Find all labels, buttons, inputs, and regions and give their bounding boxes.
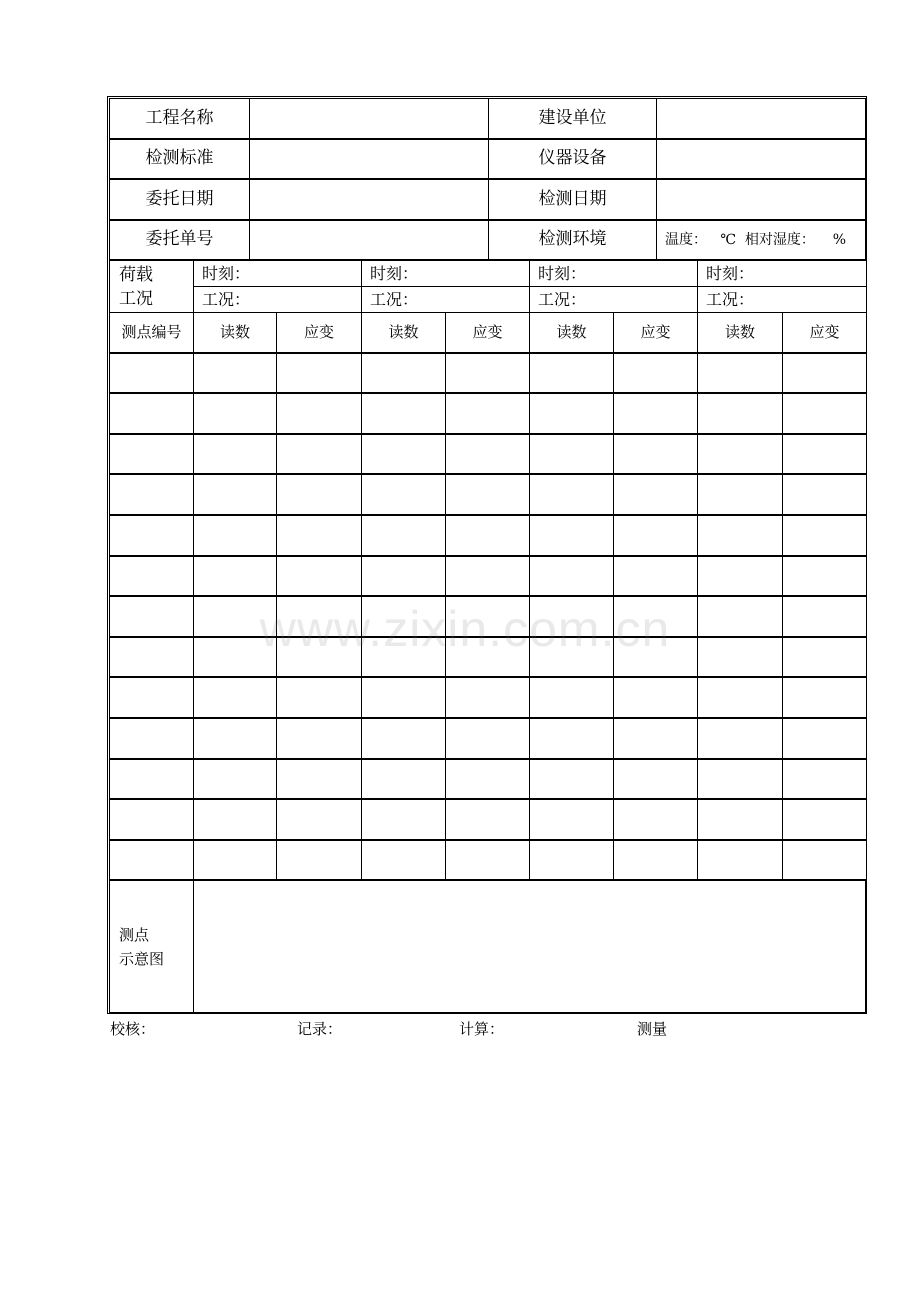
strain-cell[interactable] xyxy=(782,799,867,840)
reading-cell[interactable] xyxy=(529,799,614,840)
reading-cell[interactable] xyxy=(193,840,277,881)
strain-header-0: 应变 xyxy=(276,312,362,353)
strain-cell[interactable] xyxy=(276,637,362,678)
time-field-2[interactable]: 时刻： xyxy=(529,260,698,287)
diagram-label-line2: 示意图 xyxy=(119,949,165,968)
point-number-cell[interactable] xyxy=(109,515,194,556)
strain-cell[interactable] xyxy=(613,353,698,394)
reading-cell[interactable] xyxy=(529,677,614,718)
reading-cell[interactable] xyxy=(697,474,783,515)
reading-cell[interactable] xyxy=(193,515,277,556)
strain-cell[interactable] xyxy=(613,474,698,515)
reading-cell[interactable] xyxy=(529,718,614,759)
reading-cell[interactable] xyxy=(529,353,614,394)
header-value-field-1[interactable] xyxy=(249,139,489,180)
strain-cell[interactable] xyxy=(782,353,867,394)
point-number-cell[interactable] xyxy=(109,840,194,881)
strain-cell[interactable] xyxy=(782,840,867,881)
reading-cell[interactable] xyxy=(361,596,446,637)
strain-cell[interactable] xyxy=(445,759,530,800)
diagram-label-line1: 测点 xyxy=(119,925,150,944)
environment-field[interactable]: 温度： ℃ 相对湿度： % xyxy=(656,220,866,261)
strain-cell[interactable] xyxy=(276,474,362,515)
strain-cell[interactable] xyxy=(445,840,530,881)
header-label-1: 检测标准 xyxy=(109,139,250,180)
strain-cell[interactable] xyxy=(445,393,530,434)
strain-cell[interactable] xyxy=(276,718,362,759)
reading-cell[interactable] xyxy=(361,718,446,759)
header-label2-3: 检测环境 xyxy=(488,220,657,261)
reading-cell[interactable] xyxy=(193,393,277,434)
strain-header-2: 应变 xyxy=(613,312,698,353)
header-value2-field-0[interactable] xyxy=(656,98,866,139)
watermark-text: www.zixin.com.cn xyxy=(259,601,671,657)
strain-cell[interactable] xyxy=(613,840,698,881)
reading-cell[interactable] xyxy=(193,718,277,759)
strain-cell[interactable] xyxy=(613,677,698,718)
footer-check-label: 校核： xyxy=(110,1020,156,1038)
reading-cell[interactable] xyxy=(697,556,783,597)
strain-cell[interactable] xyxy=(613,759,698,800)
reading-cell[interactable] xyxy=(697,596,783,637)
strain-cell[interactable] xyxy=(613,637,698,678)
point-number-cell[interactable] xyxy=(109,799,194,840)
strain-cell[interactable] xyxy=(276,799,362,840)
condition-field-0[interactable]: 工况： xyxy=(193,286,362,313)
strain-cell[interactable] xyxy=(276,840,362,881)
load-condition-label xyxy=(109,260,194,313)
diagram-area[interactable] xyxy=(193,880,866,1013)
header-label-0: 工程名称 xyxy=(109,98,250,139)
condition-field-3[interactable]: 工况： xyxy=(697,286,867,313)
reading-header-1: 读数 xyxy=(361,312,446,353)
header-label-2: 委托日期 xyxy=(109,179,250,220)
strain-header-1: 应变 xyxy=(445,312,530,353)
reading-cell[interactable] xyxy=(697,353,783,394)
strain-cell[interactable] xyxy=(782,393,867,434)
strain-cell[interactable] xyxy=(276,393,362,434)
header-value-field-0[interactable] xyxy=(249,98,489,139)
strain-cell[interactable] xyxy=(613,718,698,759)
reading-cell[interactable] xyxy=(529,759,614,800)
reading-cell[interactable] xyxy=(193,556,277,597)
strain-cell[interactable] xyxy=(445,474,530,515)
reading-cell[interactable] xyxy=(361,799,446,840)
header-value2-field-1[interactable] xyxy=(656,139,866,180)
strain-cell[interactable] xyxy=(276,556,362,597)
strain-cell[interactable] xyxy=(445,718,530,759)
strain-cell[interactable] xyxy=(782,637,867,678)
reading-cell[interactable] xyxy=(697,840,783,881)
reading-cell[interactable] xyxy=(193,637,277,678)
reading-cell[interactable] xyxy=(529,637,614,678)
point-number-cell[interactable] xyxy=(109,353,194,394)
diagram-label xyxy=(109,880,194,1013)
reading-cell[interactable] xyxy=(697,393,783,434)
reading-cell[interactable] xyxy=(697,718,783,759)
reading-cell[interactable] xyxy=(193,759,277,800)
reading-header-2: 读数 xyxy=(529,312,614,353)
reading-cell[interactable] xyxy=(529,840,614,881)
reading-cell[interactable] xyxy=(529,393,614,434)
header-label2-0: 建设单位 xyxy=(488,98,657,139)
header-value-field-3[interactable] xyxy=(249,220,489,261)
header-value2-field-2[interactable] xyxy=(656,179,866,220)
reading-cell[interactable] xyxy=(361,759,446,800)
reading-cell[interactable] xyxy=(361,353,446,394)
reading-cell[interactable] xyxy=(361,474,446,515)
strain-cell[interactable] xyxy=(613,799,698,840)
header-label-3: 委托单号 xyxy=(109,220,250,261)
strain-cell[interactable] xyxy=(276,515,362,556)
reading-cell[interactable] xyxy=(193,353,277,394)
strain-cell[interactable] xyxy=(445,596,530,637)
strain-cell[interactable] xyxy=(445,677,530,718)
condition-label: 工况 xyxy=(119,288,153,309)
time-field-0[interactable]: 时刻： xyxy=(193,260,362,287)
reading-cell[interactable] xyxy=(529,474,614,515)
strain-cell[interactable] xyxy=(276,353,362,394)
reading-cell[interactable] xyxy=(529,434,614,475)
reading-cell[interactable] xyxy=(193,596,277,637)
reading-cell[interactable] xyxy=(697,677,783,718)
footer-record-label: 记录： xyxy=(297,1020,343,1038)
strain-cell[interactable] xyxy=(782,718,867,759)
reading-cell[interactable] xyxy=(361,434,446,475)
footer-calc-label: 计算： xyxy=(459,1020,505,1038)
reading-cell[interactable] xyxy=(529,596,614,637)
reading-cell[interactable] xyxy=(697,637,783,678)
point-number-cell[interactable] xyxy=(109,759,194,800)
strain-cell[interactable] xyxy=(782,677,867,718)
point-number-cell[interactable] xyxy=(109,393,194,434)
strain-cell[interactable] xyxy=(276,596,362,637)
strain-cell[interactable] xyxy=(782,434,867,475)
load-label: 荷载 xyxy=(119,264,153,285)
strain-cell[interactable] xyxy=(276,434,362,475)
strain-cell[interactable] xyxy=(782,474,867,515)
reading-cell[interactable] xyxy=(193,677,277,718)
reading-header-3: 读数 xyxy=(697,312,783,353)
point-number-cell[interactable] xyxy=(109,677,194,718)
strain-cell[interactable] xyxy=(445,637,530,678)
point-number-cell[interactable] xyxy=(109,434,194,475)
strain-cell[interactable] xyxy=(613,515,698,556)
reading-cell[interactable] xyxy=(529,515,614,556)
footer-measure-label: 测量 xyxy=(637,1020,668,1038)
reading-cell[interactable] xyxy=(193,799,277,840)
strain-cell[interactable] xyxy=(276,677,362,718)
strain-cell[interactable] xyxy=(445,353,530,394)
header-value-field-2[interactable] xyxy=(249,179,489,220)
reading-cell[interactable] xyxy=(193,474,277,515)
header-label2-2: 检测日期 xyxy=(488,179,657,220)
strain-cell[interactable] xyxy=(613,596,698,637)
reading-cell[interactable] xyxy=(361,677,446,718)
strain-cell[interactable] xyxy=(613,434,698,475)
strain-cell[interactable] xyxy=(445,434,530,475)
strain-cell[interactable] xyxy=(276,759,362,800)
strain-cell[interactable] xyxy=(613,556,698,597)
reading-cell[interactable] xyxy=(361,393,446,434)
strain-cell[interactable] xyxy=(782,515,867,556)
condition-field-1[interactable]: 工况： xyxy=(361,286,530,313)
reading-cell[interactable] xyxy=(361,515,446,556)
reading-cell[interactable] xyxy=(361,637,446,678)
strain-cell[interactable] xyxy=(782,759,867,800)
reading-cell[interactable] xyxy=(697,799,783,840)
reading-cell[interactable] xyxy=(697,434,783,475)
point-number-cell[interactable] xyxy=(109,718,194,759)
condition-field-2[interactable]: 工况： xyxy=(529,286,698,313)
reading-cell[interactable] xyxy=(361,556,446,597)
strain-header-3: 应变 xyxy=(782,312,867,353)
reading-cell[interactable] xyxy=(529,556,614,597)
point-number-cell[interactable] xyxy=(109,474,194,515)
header-label2-1: 仪器设备 xyxy=(488,139,657,180)
point-number-cell[interactable] xyxy=(109,556,194,597)
point-number-cell[interactable] xyxy=(109,596,194,637)
time-field-3[interactable]: 时刻： xyxy=(697,260,867,287)
point-number-cell[interactable] xyxy=(109,637,194,678)
strain-cell[interactable] xyxy=(445,556,530,597)
strain-cell[interactable] xyxy=(445,799,530,840)
reading-cell[interactable] xyxy=(697,515,783,556)
point-number-header: 测点编号 xyxy=(109,312,194,353)
reading-cell[interactable] xyxy=(193,434,277,475)
time-field-1[interactable]: 时刻： xyxy=(361,260,530,287)
strain-cell[interactable] xyxy=(782,596,867,637)
reading-header-0: 读数 xyxy=(193,312,277,353)
reading-cell[interactable] xyxy=(697,759,783,800)
strain-cell[interactable] xyxy=(445,515,530,556)
strain-cell[interactable] xyxy=(782,556,867,597)
reading-cell[interactable] xyxy=(361,840,446,881)
strain-cell[interactable] xyxy=(613,393,698,434)
